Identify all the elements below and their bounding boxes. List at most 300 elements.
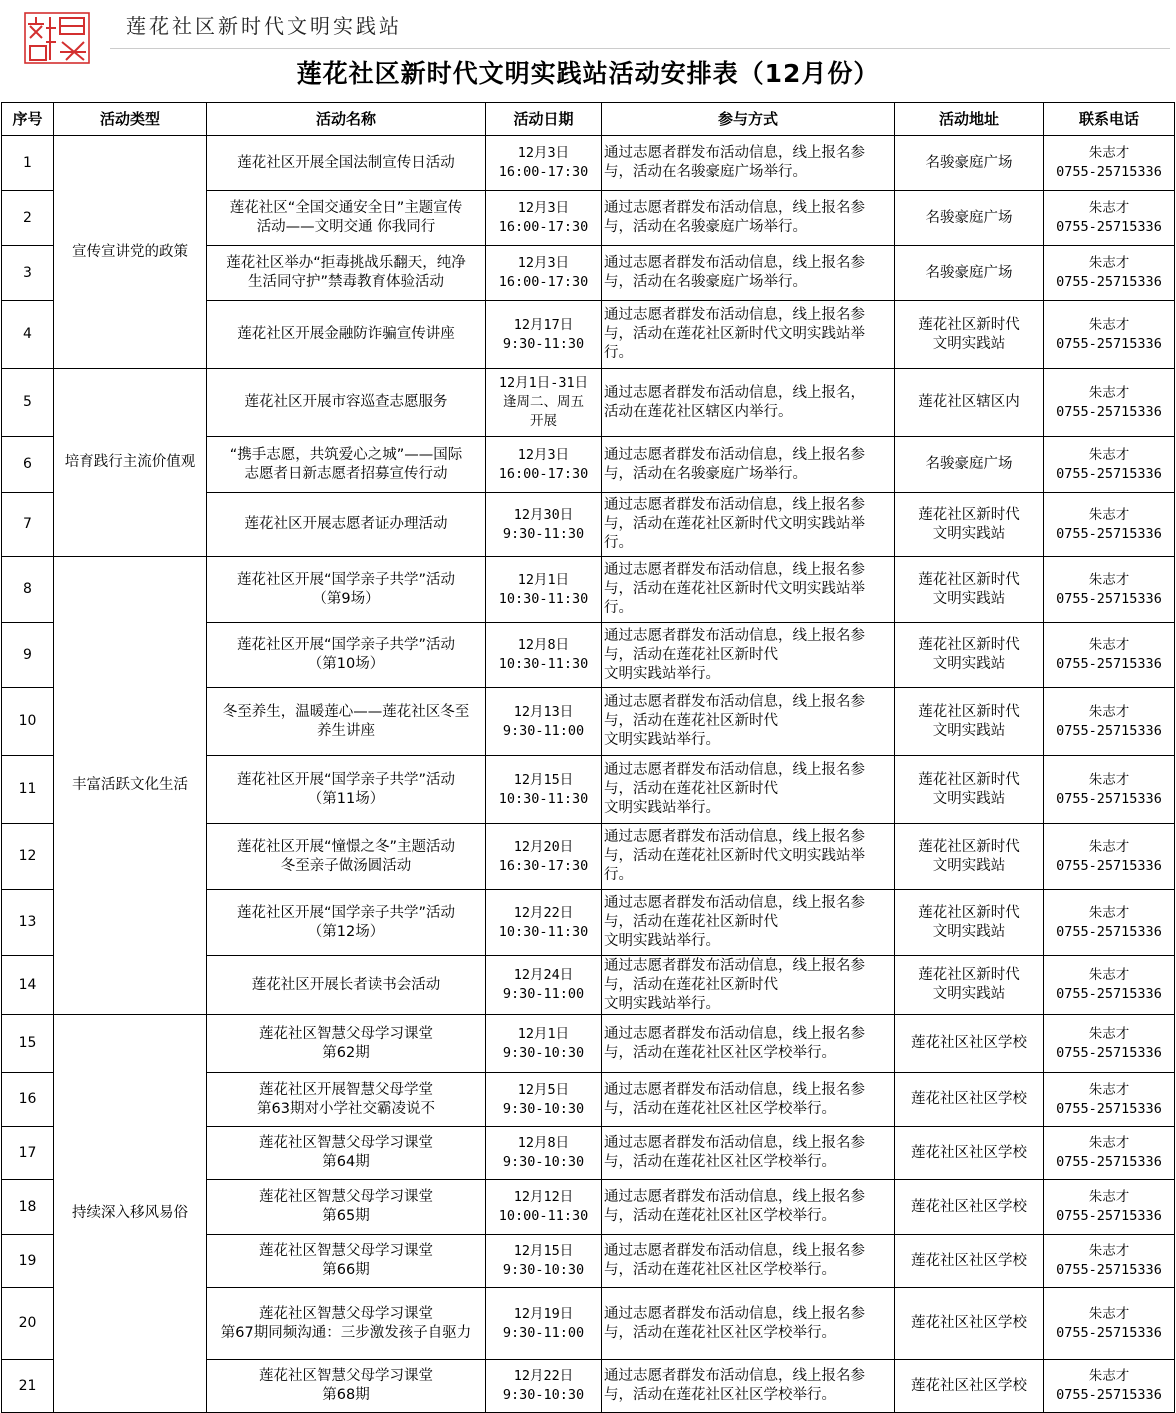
cell-line: 通过志愿者群发布活动信息，线上报名参: [604, 446, 865, 463]
activity-address-cell: [895, 437, 1044, 493]
cell-line: 朱志才: [1088, 838, 1130, 855]
row-index-cell: 11: [2, 756, 54, 824]
cell-line: 12月12日: [513, 1189, 574, 1205]
participation-mode-cell: [602, 437, 895, 493]
cell-line: 莲花社区辖区内: [918, 394, 1020, 410]
cell-line: 名骏豪庭广场: [925, 264, 1013, 281]
cell-line: 莲花社区新时代: [918, 967, 1020, 983]
cell-line: （第9场）: [312, 590, 380, 607]
cell-line: 朱志才: [1088, 316, 1130, 333]
activity-date-cell: [486, 1073, 602, 1127]
cell-line: 莲花社区社区学校: [911, 1315, 1027, 1331]
cell-line: 通过志愿者群发布活动信息，线上报名参: [604, 1025, 865, 1042]
cell-line: 16:30-17:30: [498, 857, 589, 874]
contact-cell: [1044, 756, 1175, 824]
cell-line: 文明实践站: [932, 790, 1006, 807]
activity-name-cell: [207, 890, 486, 956]
cell-line: 莲花社区开展全国法制宣传日活动: [237, 154, 455, 171]
header-mode: 参与方式: [602, 103, 895, 136]
header-address: 活动地址: [895, 103, 1044, 136]
activity-name-cell: [207, 756, 486, 824]
participation-mode-cell: [602, 1073, 895, 1127]
participation-mode-cell: [602, 1180, 895, 1235]
cell-line: 与，活动在莲花社区社区学校举行。: [604, 1100, 836, 1117]
cell-line: 通过志愿者群发布活动信息，线上报名参: [604, 307, 865, 323]
contact-cell: [1044, 1180, 1175, 1235]
activity-address-cell: [895, 1360, 1044, 1413]
cell-line: 通过志愿者群发布活动信息，线上报名，: [604, 384, 865, 401]
header-date: 活动日期: [486, 103, 602, 136]
cell-line: 0755-25715336: [1056, 656, 1162, 672]
cell-line: 10:30-11:30: [498, 656, 589, 672]
activity-date-cell: [486, 301, 602, 369]
cell-line: 莲花社区开展长者读书会活动: [251, 976, 441, 993]
activity-name-cell: [207, 493, 486, 557]
cell-line: 朱志才: [1088, 200, 1130, 216]
activity-address-cell: [895, 246, 1044, 301]
cell-line: 朱志才: [1088, 771, 1130, 788]
activity-date-cell: [486, 756, 602, 824]
header-type: 活动类型: [54, 103, 207, 136]
cell-line: 与，活动在莲花社区社区学校举行。: [604, 1324, 836, 1341]
participation-mode-cell: [602, 493, 895, 557]
cell-line: “携手志愿，共筑爱心之城”——国际: [229, 446, 463, 463]
page-title: 莲花社区新时代文明实践站活动安排表（12月份）: [296, 59, 880, 88]
cell-line: 朱志才: [1088, 571, 1130, 588]
cell-line: 冬至养生，温暖莲心——莲花社区冬至: [222, 703, 470, 720]
activity-name-cell: [207, 688, 486, 756]
contact-cell: [1044, 623, 1175, 688]
participation-mode-cell: [602, 1288, 895, 1360]
participation-mode-cell: [602, 191, 895, 246]
activity-date-cell: [486, 824, 602, 890]
cell-line: 12月8日: [517, 637, 570, 653]
cell-line: 莲花社区社区学校: [911, 1377, 1027, 1394]
cell-line: 朱志才: [1088, 255, 1130, 271]
activity-address-cell: [895, 824, 1044, 890]
table-row: [2, 557, 1175, 623]
cell-line: 朱志才: [1088, 446, 1130, 463]
cell-line: 通过志愿者群发布活动信息，线上报名参: [604, 1189, 865, 1205]
contact-cell: [1044, 246, 1175, 301]
cell-line: 0755-25715336: [1056, 403, 1162, 420]
cell-line: 9:30-11:00: [502, 1324, 585, 1341]
row-index-cell: 6: [2, 437, 54, 493]
cell-line: 文明实践站举行。: [604, 995, 720, 1012]
cell-line: 通过志愿者群发布活动信息，线上报名参: [604, 1305, 865, 1322]
cell-line: 莲花社区社区学校: [911, 1035, 1027, 1051]
contact-cell: [1044, 1073, 1175, 1127]
contact-cell: [1044, 191, 1175, 246]
cell-line: 文明实践站举行。: [604, 933, 720, 949]
activity-date-cell: [486, 136, 602, 191]
cell-line: 通过志愿者群发布活动信息，线上报名参: [604, 627, 865, 644]
cell-line: 莲花社区智慧父母学习课堂: [259, 1135, 433, 1151]
activity-date-cell: [486, 1360, 602, 1413]
row-index-cell: 2: [2, 191, 54, 246]
cell-line: 朱志才: [1088, 384, 1130, 401]
activity-name-cell: [207, 301, 486, 369]
cell-line: 志愿者日新志愿者招募宣传行动: [244, 465, 448, 482]
cell-line: 0755-25715336: [1056, 986, 1162, 1002]
cell-line: 文明实践站: [932, 923, 1006, 940]
cell-line: 逢周二、周五: [503, 394, 584, 410]
cell-line: （第12场）: [307, 923, 385, 940]
cell-line: 0755-25715336: [1056, 1324, 1162, 1341]
cell-line: 10:30-11:30: [498, 790, 589, 807]
cell-line: 0755-25715336: [1056, 1387, 1162, 1403]
cell-line: 通过志愿者群发布活动信息，线上报名参: [604, 145, 865, 161]
activity-address-cell: [895, 493, 1044, 557]
contact-cell: [1044, 493, 1175, 557]
page-header: [0, 0, 1176, 102]
cell-line: 与，活动在名骏豪庭广场举行。: [604, 465, 807, 482]
cell-line: 莲花社区开展“国学亲子共学”活动: [236, 904, 456, 921]
cell-line: 9:30-10:30: [502, 1154, 585, 1170]
cell-line: 0755-25715336: [1056, 1044, 1162, 1061]
cell-line: 9:30-10:30: [502, 1100, 585, 1117]
cell-line: 0755-25715336: [1056, 923, 1162, 940]
cell-line: 0755-25715336: [1056, 1262, 1162, 1278]
activity-date-cell: [486, 493, 602, 557]
cell-line: 12月30日: [513, 506, 574, 523]
contact-cell: [1044, 824, 1175, 890]
activity-address-cell: [895, 1127, 1044, 1180]
cell-line: 12月3日: [517, 200, 570, 216]
cell-line: 12月1日-31日: [498, 375, 589, 391]
cell-line: 与，活动在莲花社区新时代: [604, 646, 778, 663]
org-name: 莲花社区新时代文明实践站: [126, 14, 402, 38]
row-index-cell: 15: [2, 1015, 54, 1073]
contact-cell: [1044, 301, 1175, 369]
cell-line: 0755-25715336: [1056, 219, 1162, 235]
activity-name-cell: [207, 1360, 486, 1413]
activity-date-cell: [486, 191, 602, 246]
cell-line: 与，活动在莲花社区社区学校举行。: [604, 1044, 836, 1061]
cell-line: 通过志愿者群发布活动信息，线上报名参: [604, 255, 865, 271]
cell-line: 9:30-11:00: [502, 986, 585, 1002]
cell-line: 0755-25715336: [1056, 164, 1162, 180]
activity-name-cell: [207, 1288, 486, 1360]
row-index-cell: 12: [2, 824, 54, 890]
contact-cell: [1044, 1360, 1175, 1413]
cell-line: 16:00-17:30: [498, 465, 589, 482]
cell-line: 0755-25715336: [1056, 1100, 1162, 1117]
cell-line: 0755-25715336: [1056, 335, 1162, 352]
cell-line: 朱志才: [1088, 1368, 1130, 1384]
cell-line: 朱志才: [1088, 637, 1130, 653]
activity-name-cell: [207, 824, 486, 890]
participation-mode-cell: [602, 369, 895, 437]
cell-line: 通过志愿者群发布活动信息，线上报名参: [604, 762, 865, 778]
cell-line: 朱志才: [1088, 1135, 1130, 1151]
row-index-cell: 18: [2, 1180, 54, 1235]
cell-line: 9:30-10:30: [502, 1387, 585, 1403]
activity-date-cell: [486, 956, 602, 1015]
contact-cell: [1044, 1235, 1175, 1288]
activity-address-cell: [895, 1288, 1044, 1360]
activity-date-cell: [486, 1015, 602, 1073]
cell-line: 通过志愿者群发布活动信息，线上报名参: [604, 895, 865, 911]
cell-line: 文明实践站: [932, 986, 1006, 1002]
activity-name-cell: [207, 136, 486, 191]
cell-line: 莲花社区开展志愿者证办理活动: [244, 516, 448, 532]
cell-line: 文明实践站举行。: [604, 800, 720, 816]
cell-line: 第67期同频沟通：三步激发孩子自驱力: [220, 1324, 472, 1341]
cell-line: 养生讲座: [317, 722, 375, 739]
cell-line: 通过志愿者群发布活动信息，线上报名参: [604, 200, 865, 216]
cell-line: 莲花社区智慧父母学习课堂: [259, 1243, 433, 1259]
participation-mode-cell: [602, 1127, 895, 1180]
cell-line: 莲花社区智慧父母学习课堂: [259, 1368, 433, 1384]
cell-line: 12月3日: [517, 446, 570, 463]
cell-line: 朱志才: [1088, 145, 1130, 161]
cell-line: 朱志才: [1088, 506, 1130, 523]
activity-address-cell: [895, 557, 1044, 623]
activity-date-cell: [486, 623, 602, 688]
activity-name-cell: [207, 369, 486, 437]
activity-date-cell: [486, 1180, 602, 1235]
cell-line: 莲花社区新时代: [918, 316, 1020, 333]
participation-mode-cell: [602, 1015, 895, 1073]
row-index-cell: 21: [2, 1360, 54, 1413]
contact-cell: [1044, 557, 1175, 623]
cell-line: 莲花社区社区学校: [911, 1091, 1027, 1107]
row-index-cell: 19: [2, 1235, 54, 1288]
cell-line: 行。: [604, 535, 633, 551]
cell-line: 12月1日: [517, 571, 570, 588]
cell-line: 10:00-11:30: [498, 1208, 589, 1224]
cell-line: 12月24日: [513, 967, 574, 983]
row-index-cell: 4: [2, 301, 54, 369]
activity-address-cell: [895, 890, 1044, 956]
cell-line: 莲花社区“全国交通安全日”主题宣传: [229, 200, 463, 216]
activity-address-cell: [895, 136, 1044, 191]
cell-line: 与，活动在莲花社区新时代: [604, 781, 778, 797]
cell-line: 莲花社区开展智慧父母学堂: [259, 1081, 433, 1098]
cell-line: 12月13日: [513, 703, 574, 720]
cell-line: 朱志才: [1088, 1025, 1130, 1042]
cell-line: 莲花社区新时代: [918, 838, 1020, 855]
activity-address-cell: [895, 688, 1044, 756]
row-index-cell: 5: [2, 369, 54, 437]
cell-line: 文明实践站: [932, 857, 1006, 874]
activity-type-cell: 持续深入移风易俗: [54, 1015, 207, 1413]
cell-line: 文明实践站: [932, 335, 1006, 352]
activity-date-cell: [486, 890, 602, 956]
row-index-cell: 13: [2, 890, 54, 956]
cell-line: 与，活动在名骏豪庭广场举行。: [604, 219, 807, 235]
cell-line: 生活同守护”禁毒教育体验活动: [247, 274, 444, 290]
cell-line: 12月15日: [513, 1243, 574, 1259]
table-row: [2, 1015, 1175, 1073]
activity-name-cell: [207, 1180, 486, 1235]
cell-line: 行。: [604, 600, 633, 616]
contact-cell: [1044, 956, 1175, 1015]
contact-cell: [1044, 369, 1175, 437]
table-row: [2, 369, 1175, 437]
activity-address-cell: [895, 1073, 1044, 1127]
participation-mode-cell: [602, 301, 895, 369]
cell-line: 朱志才: [1088, 1305, 1130, 1322]
cell-line: 文明实践站举行。: [604, 732, 720, 748]
cell-line: 9:30-11:30: [502, 525, 585, 542]
cell-line: 与，活动在莲花社区社区学校举行。: [604, 1387, 836, 1403]
cell-line: 文明实践站: [932, 656, 1006, 672]
cell-line: 冬至亲子做汤圆活动: [280, 857, 412, 874]
activity-name-cell: [207, 246, 486, 301]
cell-line: 莲花社区开展“国学亲子共学”活动: [236, 571, 456, 588]
cell-line: 与，活动在莲花社区社区学校举行。: [604, 1208, 836, 1224]
contact-cell: [1044, 437, 1175, 493]
cell-line: 12月5日: [517, 1081, 570, 1098]
cell-line: 0755-25715336: [1056, 857, 1162, 874]
activity-name-cell: [207, 191, 486, 246]
participation-mode-cell: [602, 756, 895, 824]
cell-line: 12月3日: [517, 145, 570, 161]
cell-line: 第68期: [322, 1387, 370, 1403]
cell-line: 12月1日: [517, 1025, 570, 1042]
cell-line: 莲花社区新时代: [918, 703, 1020, 720]
cell-line: 莲花社区智慧父母学习课堂: [259, 1189, 433, 1205]
cell-line: 与，活动在莲花社区社区学校举行。: [604, 1154, 836, 1170]
cell-line: 行。: [604, 867, 633, 883]
cell-line: 0755-25715336: [1056, 790, 1162, 807]
cell-line: 第64期: [322, 1154, 370, 1170]
row-index-cell: 14: [2, 956, 54, 1015]
row-index-cell: 8: [2, 557, 54, 623]
cell-line: 莲花社区新时代: [918, 904, 1020, 921]
cell-line: 12月20日: [513, 838, 574, 855]
cell-line: 莲花社区开展金融防诈骗宣传讲座: [237, 326, 455, 342]
cell-line: 9:30-11:00: [502, 722, 585, 739]
cell-line: 通过志愿者群发布活动信息，线上报名参: [604, 1368, 865, 1384]
activity-address-cell: [895, 301, 1044, 369]
cell-line: 0755-25715336: [1056, 590, 1162, 607]
activity-date-cell: [486, 688, 602, 756]
cell-line: 12月22日: [513, 904, 574, 921]
cell-line: 朱志才: [1088, 1243, 1130, 1259]
header-contact: 联系电话: [1044, 103, 1175, 136]
participation-mode-cell: [602, 246, 895, 301]
cell-line: 12月19日: [513, 1305, 574, 1322]
cell-line: 12月17日: [513, 316, 574, 333]
activity-date-cell: [486, 1288, 602, 1360]
table-row: [2, 136, 1175, 191]
participation-mode-cell: [602, 1360, 895, 1413]
cell-line: 与，活动在莲花社区新时代文明实践站举: [604, 326, 865, 342]
cell-line: 莲花社区智慧父母学习课堂: [259, 1025, 433, 1042]
cell-line: 莲花社区开展“憧憬之冬”主题活动: [236, 838, 456, 855]
activity-name-cell: [207, 1073, 486, 1127]
activity-name-cell: [207, 623, 486, 688]
cell-line: 莲花社区开展市容巡查志愿服务: [244, 394, 448, 410]
table-header-row: [2, 103, 1175, 136]
cell-line: 莲花社区开展“国学亲子共学”活动: [236, 637, 456, 653]
activity-name-cell: [207, 1015, 486, 1073]
row-index-cell: 3: [2, 246, 54, 301]
activity-address-cell: [895, 1235, 1044, 1288]
activity-name-cell: [207, 956, 486, 1015]
cell-line: 第63期对小学社交霸凌说不: [257, 1100, 435, 1117]
cell-line: 文明实践站举行。: [604, 665, 720, 682]
cell-line: 12月3日: [517, 255, 570, 271]
cell-line: 朱志才: [1088, 703, 1130, 720]
cell-line: 开展: [530, 413, 557, 429]
activity-address-cell: [895, 1015, 1044, 1073]
cell-line: 文明实践站: [932, 525, 1006, 542]
cell-line: 0755-25715336: [1056, 1154, 1162, 1170]
row-index-cell: 17: [2, 1127, 54, 1180]
cell-line: 莲花社区新时代: [918, 506, 1020, 523]
cell-line: 通过志愿者群发布活动信息，线上报名参: [604, 694, 865, 710]
cell-line: 通过志愿者群发布活动信息，线上报名参: [604, 1135, 865, 1151]
participation-mode-cell: [602, 136, 895, 191]
cell-line: 朱志才: [1088, 1189, 1130, 1205]
activity-address-cell: [895, 756, 1044, 824]
cell-line: 名骏豪庭广场: [925, 456, 1013, 472]
activity-name-cell: [207, 557, 486, 623]
row-index-cell: 20: [2, 1288, 54, 1360]
cell-line: 朱志才: [1088, 1081, 1130, 1098]
cell-line: 12月8日: [517, 1135, 570, 1151]
cell-line: 朱志才: [1088, 904, 1130, 921]
cell-line: 莲花社区社区学校: [911, 1144, 1027, 1161]
cell-line: 10:30-11:30: [498, 923, 589, 940]
cell-line: 16:00-17:30: [498, 219, 589, 235]
cell-line: 12月15日: [513, 771, 574, 788]
cell-line: 与，活动在名骏豪庭广场举行。: [604, 274, 807, 290]
participation-mode-cell: [602, 1235, 895, 1288]
participation-mode-cell: [602, 688, 895, 756]
contact-cell: [1044, 1015, 1175, 1073]
row-index-cell: 7: [2, 493, 54, 557]
cell-line: 与，活动在莲花社区新时代: [604, 713, 778, 729]
cell-line: 朱志才: [1088, 967, 1130, 983]
cell-line: 通过志愿者群发布活动信息，线上报名参: [604, 829, 865, 845]
cell-line: 文明实践站: [932, 590, 1006, 607]
cell-line: 9:30-10:30: [502, 1044, 585, 1061]
cell-line: 通过志愿者群发布活动信息，线上报名参: [604, 562, 865, 578]
cell-line: （第10场）: [307, 656, 385, 672]
cell-line: 莲花社区新时代: [918, 771, 1020, 788]
activity-schedule-table: [1, 102, 1175, 1413]
activity-date-cell: [486, 1235, 602, 1288]
cell-line: 0755-25715336: [1056, 274, 1162, 290]
cell-line: 莲花社区社区学校: [911, 1252, 1027, 1269]
participation-mode-cell: [602, 557, 895, 623]
cell-line: 第62期: [322, 1044, 370, 1061]
activity-address-cell: [895, 1180, 1044, 1235]
activity-address-cell: [895, 369, 1044, 437]
row-index-cell: 16: [2, 1073, 54, 1127]
cell-line: 莲花社区新时代: [918, 571, 1020, 588]
cell-line: 莲花社区社区学校: [911, 1198, 1027, 1215]
cell-line: 活动——文明交通 你我同行: [256, 219, 436, 235]
participation-mode-cell: [602, 824, 895, 890]
activity-date-cell: [486, 369, 602, 437]
cell-line: 10:30-11:30: [498, 590, 589, 607]
cell-line: 名骏豪庭广场: [925, 209, 1013, 226]
header-index: 序号: [2, 103, 54, 136]
cell-line: 通过志愿者群发布活动信息，线上报名参: [604, 1081, 865, 1098]
table-body: [2, 136, 1175, 1413]
row-index-cell: 10: [2, 688, 54, 756]
cell-line: 0755-25715336: [1056, 525, 1162, 542]
cell-line: 名骏豪庭广场: [925, 154, 1013, 171]
activity-date-cell: [486, 1127, 602, 1180]
cell-line: 第65期: [322, 1208, 370, 1224]
